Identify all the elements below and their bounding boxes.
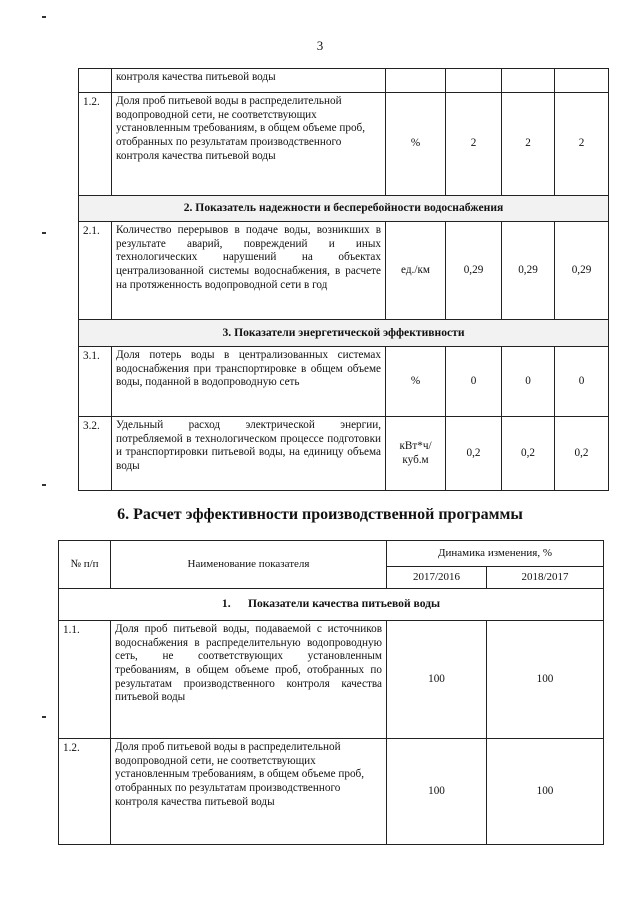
col-header-2018: 2018/2017 [487, 567, 604, 589]
scan-mark [42, 716, 46, 718]
table-row: 1.2. Доля проб питьевой воды в распределительной водопроводной сети, не соответствующих установленным требованиям, в общем объеме проб, отобранных по результатам производственного контроля качества питьевой воды 100 100 [59, 739, 604, 845]
col-header-num: № п/п [59, 541, 111, 589]
section-row [59, 589, 604, 621]
section-title: 2. Показатель надежности и бесперебойности водоснабжения [79, 196, 609, 222]
col-header-name: Наименование показателя [111, 541, 387, 589]
col-header-dynamics: Динамика изменения, % [387, 541, 604, 567]
scan-mark [42, 16, 46, 18]
table-row: контроля качества питьевой воды [79, 69, 609, 93]
page-number: 3 [316, 38, 324, 53]
section-title: 1. Показатели качества питьевой воды [59, 589, 604, 621]
indicators-table [78, 68, 609, 491]
scan-mark [42, 232, 46, 234]
table-row: 3.2. Удельный расход электрической энергии, потребляемой в технологическом процессе подготовки и транспортировки питьевой воды, на единицу объема воды кВт*ч/ куб.м 0,2 0,2 0,2 [79, 417, 609, 491]
efficiency-table [58, 540, 604, 845]
section-heading: 6. Расчет эффективности производственной программы [117, 506, 523, 523]
col-header-2017: 2017/2016 [387, 567, 487, 589]
section-row [79, 196, 609, 222]
table-row: 2.1. Количество перерывов в подаче воды, возникших в результате аварий, повреждений и иных технологических нарушений на объектах централизованной системы водоснабжения, в расчете на протяженность водопроводной сети в год ед./км 0,29 0,29 0,29 [79, 222, 609, 320]
section-title: 3. Показатели энергетической эффективности [79, 320, 609, 347]
table-header-row [59, 541, 604, 567]
scan-mark [42, 484, 46, 486]
table-row: 3.1. Доля потерь воды в централизованных системах водоснабжения при транспортировке в общем объеме воды, поданной в водопроводную сеть % 0 0 0 [79, 347, 609, 417]
table-row: 1.1. Доля проб питьевой воды, подаваемой с источников водоснабжения в распределительную водопроводную сеть, не соответствующих установленным требованиям, в общем объеме проб, отобранных по результатам производственного контроля качества питьевой воды 100 100 [59, 621, 604, 739]
table-row: 1.2. Доля проб питьевой воды в распределительной водопроводной сети, не соответствующих установленным требованиям, в общем объеме проб, отобранных по результатам производственного контроля качества питьевой воды % 2 2 2 [79, 93, 609, 196]
section-row [79, 320, 609, 347]
